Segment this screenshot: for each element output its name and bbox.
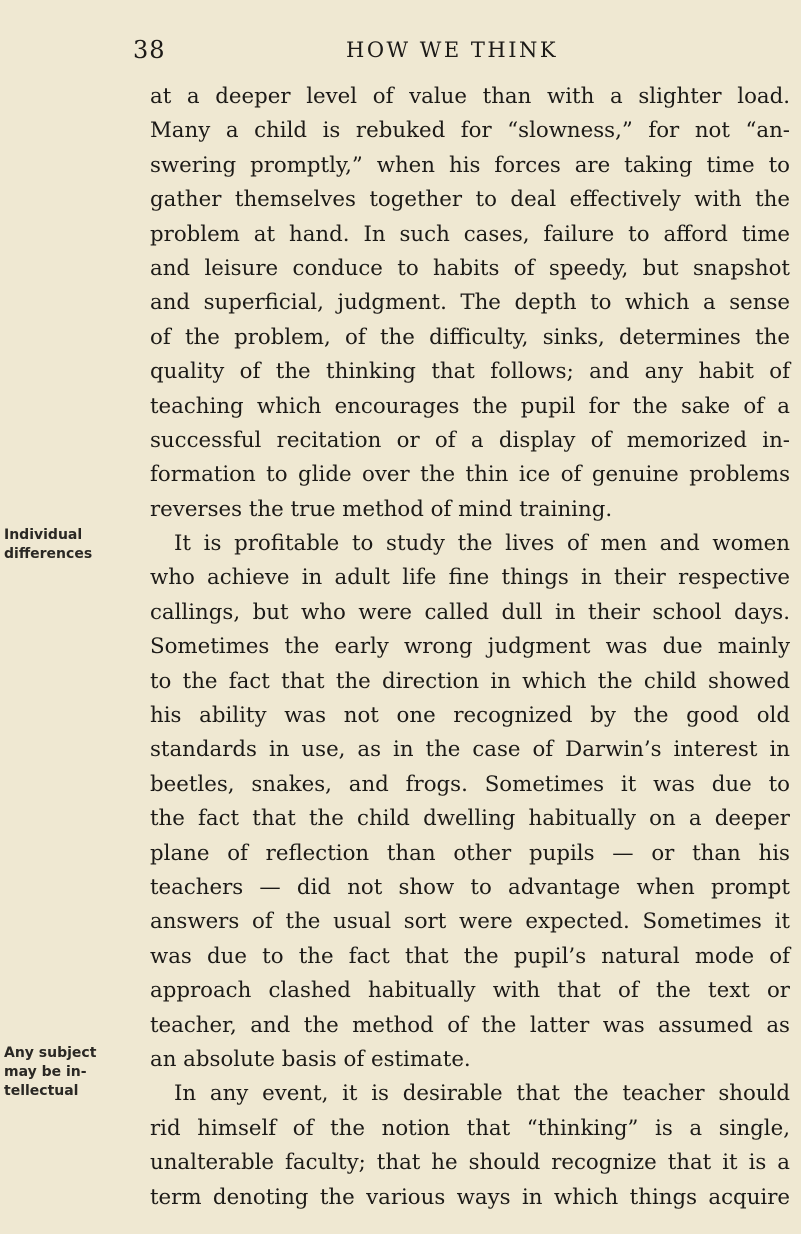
text-line: teacher, and the method of the latter was assumed as xyxy=(150,1012,790,1038)
margin-note-any-subject xyxy=(4,1044,124,1101)
margin-note-line: Any subject xyxy=(4,1045,97,1061)
page-number: 38 xyxy=(133,36,166,64)
text-line: and leisure conduce to habits of speedy, but snapshot xyxy=(150,255,790,281)
margin-note-line: may be in- xyxy=(4,1064,87,1080)
text-line: teaching which encourages the pupil for the sake of a xyxy=(150,393,790,419)
margin-note-line: differences xyxy=(4,546,93,562)
text-line: gather themselves together to deal effectively with the xyxy=(150,187,790,213)
text-line: standards in use, as in the case of Darwin’s interest in xyxy=(150,737,790,763)
text-line: quality of the thinking that follows; and any habit of xyxy=(150,359,790,385)
text-line: who achieve in adult life fine things in their respective xyxy=(150,565,790,591)
margin-note-line: tellectual xyxy=(4,1083,79,1099)
text-line: In any event, it is desirable that the teacher should xyxy=(174,1081,790,1107)
text-line: swering promptly,” when his forces are taking time to xyxy=(150,152,790,178)
text-line: It is profitable to study the lives of men and women xyxy=(174,531,790,557)
text-line: Sometimes the early wrong judgment was due mainly xyxy=(150,634,790,660)
text-line: the fact that the child dwelling habitually on a deeper xyxy=(150,806,790,832)
text-line: problem at hand. In such cases, failure to afford time xyxy=(150,221,790,247)
text-line: successful recitation or of a display of memorized in- xyxy=(150,427,790,453)
text-line: and superficial, judgment. The depth to which a sense xyxy=(150,290,790,316)
text-line: formation to glide over the thin ice of genuine problems xyxy=(150,462,790,488)
text-line: teachers — did not show to advantage when prompt xyxy=(150,874,790,900)
text-line: was due to the fact that the pupil’s natural mode of xyxy=(150,943,790,969)
text-line: approach clashed habitually with that of the text or xyxy=(150,978,790,1004)
text-line: callings, but who were called dull in their school days. xyxy=(150,599,790,625)
text-line: term denoting the various ways in which things acquire xyxy=(150,1184,790,1210)
running-title: HOW WE THINK xyxy=(346,38,559,62)
text-line: reverses the true method of mind training. xyxy=(150,496,613,522)
text-line: to the fact that the direction in which the child showed xyxy=(150,668,790,694)
text-line: answers of the usual sort were expected. Sometimes it xyxy=(150,909,790,935)
body-text xyxy=(150,80,790,1215)
text-line: beetles, snakes, and frogs. Sometimes it was due to xyxy=(150,771,790,797)
text-line: plane of reflection than other pupils — or than his xyxy=(150,840,790,866)
margin-note-line: Individual xyxy=(4,527,83,543)
text-line: of the problem, of the difficulty, sinks, determines the xyxy=(150,324,790,350)
text-line: an absolute basis of estimate. xyxy=(150,1046,471,1072)
page-header xyxy=(0,36,801,72)
margin-note-individual-differences xyxy=(4,526,124,564)
text-line: at a deeper level of value than with a slighter load. xyxy=(150,84,790,109)
text-line: unalterable faculty; that he should recognize that it is a xyxy=(150,1150,790,1176)
text-line: Many a child is rebuked for “slowness,” for not “an- xyxy=(150,118,790,144)
text-line: rid himself of the notion that “thinking” is a single, xyxy=(150,1115,790,1141)
text-line: his ability was not one recognized by the good old xyxy=(150,703,790,729)
